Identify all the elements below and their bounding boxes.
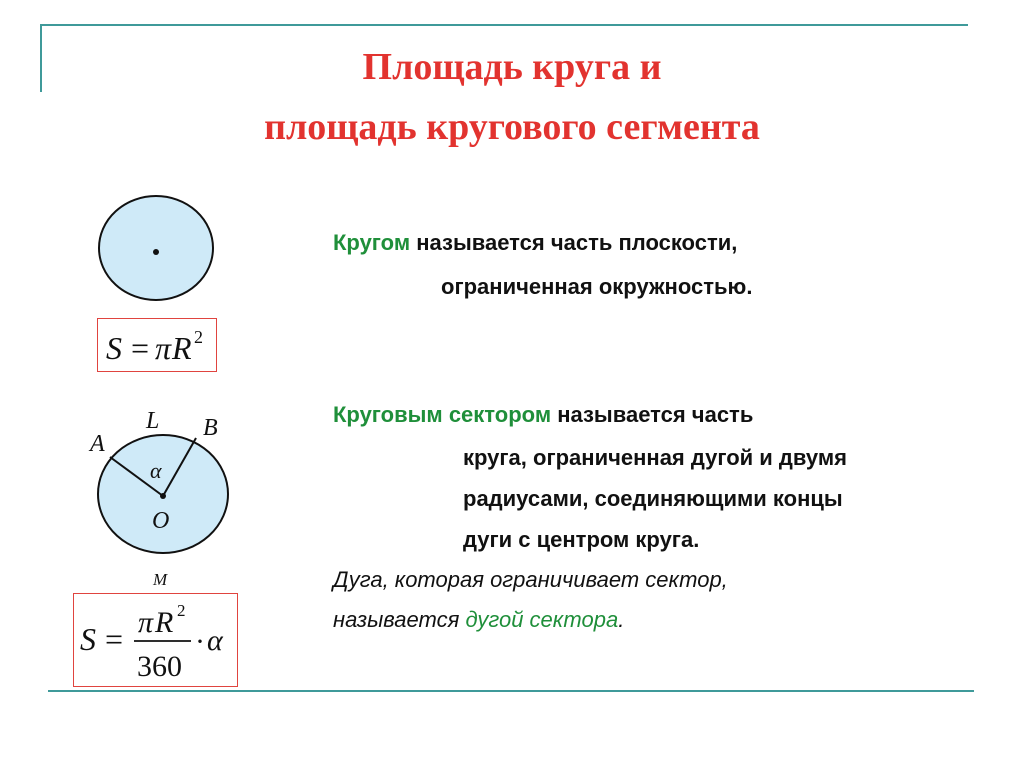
circle-definition-line-2: ограниченная окружностью. (441, 274, 753, 299)
label-alpha: α (150, 458, 162, 483)
sector-definition-line-4: дуги с центром круга. (463, 527, 700, 552)
formula-r: R (172, 330, 192, 366)
circle-shape (99, 196, 213, 300)
title-line-1: Площадь круга и (362, 46, 662, 88)
formula-equals: = (131, 330, 150, 366)
sector-figure (80, 400, 240, 590)
circle-center-dot (153, 249, 159, 255)
sector-definition-line-2: круга, ограниченная дугой и двумя (463, 445, 847, 470)
sector-formula-alpha: α (207, 624, 223, 657)
sector-definition-line-3: радиусами, соединяющими концы (463, 486, 843, 511)
sector-formula-r: R (155, 606, 174, 639)
arc-note-line-1: Дуга, которая ограничивает сектор, (333, 567, 728, 592)
sector-formula-dot: · (195, 625, 205, 658)
label-b: B (203, 415, 218, 441)
arc-note-prefix: называется (333, 607, 466, 632)
circle-definition-rest: называется часть плоскости, (410, 230, 738, 255)
term-circle: Кругом (333, 230, 411, 255)
frame-bottom-line (48, 690, 974, 692)
circle-figure (96, 194, 218, 304)
label-o: O (152, 508, 170, 534)
circle-area-formula (97, 318, 217, 372)
sector-formula-exponent: 2 (177, 601, 186, 620)
label-l: L (146, 408, 160, 434)
frame-top-line (40, 24, 968, 26)
circle-definition-line-1 (333, 229, 737, 257)
sector-formula-pi: π (138, 606, 154, 639)
sector-formula-s: S (80, 621, 96, 657)
sector-formula-equals: = (105, 621, 124, 657)
formula-pi: π (155, 330, 172, 366)
label-a: A (90, 431, 105, 457)
title-line-2: площадь кругового сегмента (264, 106, 760, 148)
sector-definition-rest: называется часть (551, 402, 754, 427)
formula-exponent: 2 (194, 327, 203, 347)
term-sector: Круговым сектором (333, 402, 552, 427)
sector-definition-line-1 (333, 401, 753, 429)
arc-note-line-2 (333, 606, 624, 634)
center-point-o (160, 493, 166, 499)
formula-s: S (106, 330, 122, 366)
label-m: M (153, 570, 168, 589)
term-sector-arc: дугой сектора (465, 607, 619, 632)
sector-formula-denominator: 360 (137, 650, 182, 683)
sector-area-formula (73, 593, 238, 687)
arc-note-suffix: . (618, 607, 625, 632)
